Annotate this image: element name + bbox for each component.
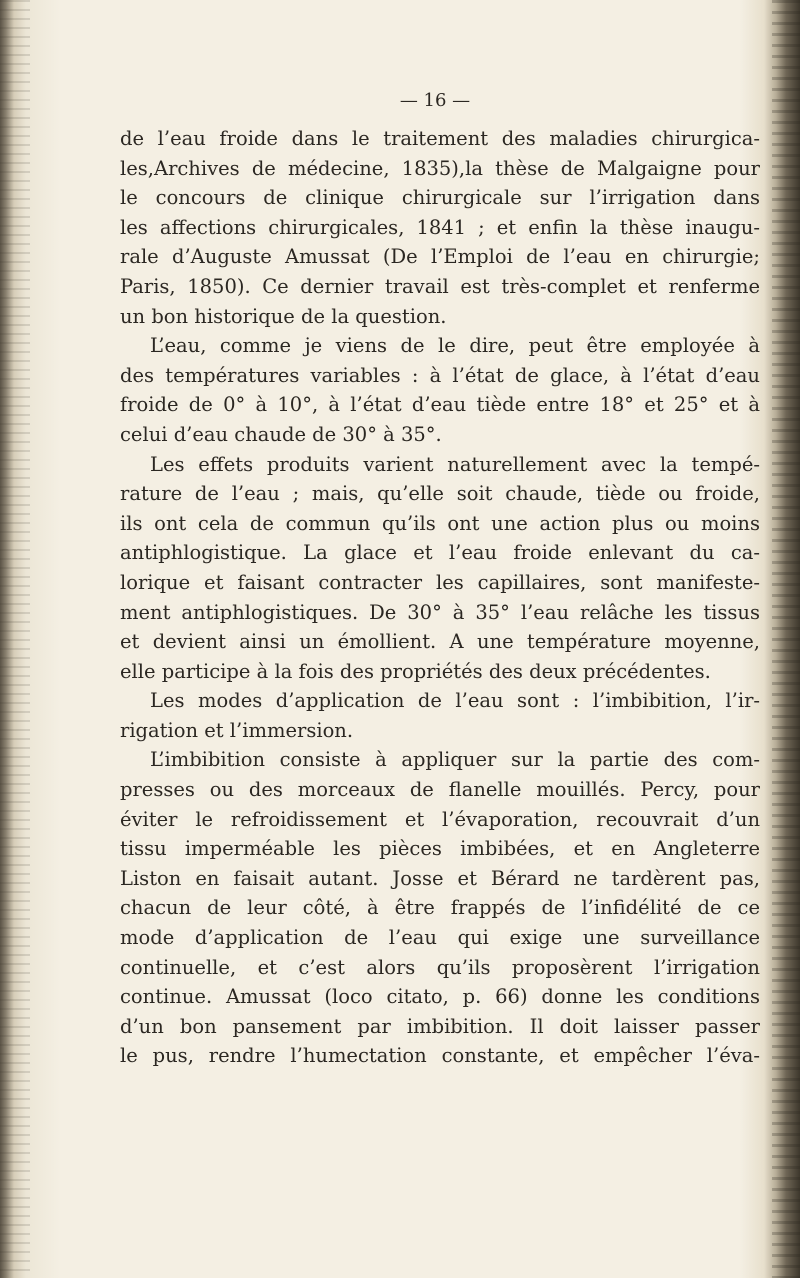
text-line: ment antiphlogistiques. De 30° à 35° l’eau relâche les tissus [120,600,760,624]
text-line: le pus, rendre l’humectation constante, et empêcher l’éva- [120,1044,760,1068]
text-line: rale d’Auguste Amussat (De l’Emploi de l’eau en chirurgie; [120,245,760,269]
text-line: continue. Amussat (loco citato, p. 66) donne les conditions [120,985,760,1009]
paragraph [120,745,760,1071]
text-line: L’eau, comme je viens de le dire, peut être employée à [150,334,760,358]
text-line: lorique et faisant contracter les capillaires, sont manifeste- [120,570,760,594]
text-line: Les effets produits varient naturellement avec la tempé- [150,452,760,476]
paragraph [120,331,760,449]
text-line: celui d’eau chaude de 30° à 35°. [120,422,442,446]
text-line: et devient ainsi un émollient. A une température moyenne, [120,630,760,654]
text-line: d’un bon pansement par imbibition. Il doit laisser passer [120,1014,760,1038]
paragraph [120,124,760,331]
text-line: un bon historique de la question. [120,304,447,328]
text-line: Liston en faisait autant. Josse et Bérard ne tardèrent pas, [120,866,760,890]
page-number: — 16 — [399,90,471,111]
text-line: des températures variables : à l’état de glace, à l’état d’eau [120,363,760,387]
text-line: de l’eau froide dans le traitement des maladies chirurgica- [120,127,760,150]
page-binding-edge-right [772,0,800,1278]
text-line: les,Archives de médecine, 1835),la thèse de Malgaigne pour [120,156,760,180]
text-line: le concours de clinique chirurgicale sur l’irrigation dans [120,186,760,210]
text-line: presses ou des morceaux de flanelle mouillés. Percy, pour [120,778,760,802]
text-line: Paris, 1850). Ce dernier travail est très-complet et renferme [120,274,760,298]
text-line: rature de l’eau ; mais, qu’elle soit chaude, tiède ou froide, [120,482,760,506]
text-line: ils ont cela de commun qu’ils ont une action plus ou moins [120,511,760,535]
text-line: elle participe à la fois des propriétés des deux précédentes. [120,659,711,683]
text-line: antiphlogistique. La glace et l’eau froide enlevant du ca- [120,541,760,565]
text-line: les affections chirurgicales, 1841 ; et enfin la thèse inaugu- [120,215,760,239]
paragraph [120,450,760,687]
text-line: continuelle, et c’est alors qu’ils proposèrent l’irrigation [120,955,760,979]
text-line: mode d’application de l’eau qui exige une surveillance [120,926,760,950]
text-line: froide de 0° à 10°, à l’état d’eau tiède entre 18° et 25° et à [120,393,760,417]
page-text [120,86,760,1071]
text-line: L’imbibition consiste à appliquer sur la partie des com- [150,748,760,772]
text-line: éviter le refroidissement et l’évaporation, recouvrait d’un [120,807,760,831]
text-line: tissu imperméable les pièces imbibées, et en Angleterre [120,837,760,861]
text-line: Les modes d’application de l’eau sont : l’imbibition, l’ir- [150,689,760,713]
text-line: rigation et l’immersion. [120,718,354,742]
page-binding-edge-left [0,0,30,1278]
text-line: chacun de leur côté, à être frappés de l’infidélité de ce [120,896,760,920]
paragraph [120,686,760,745]
